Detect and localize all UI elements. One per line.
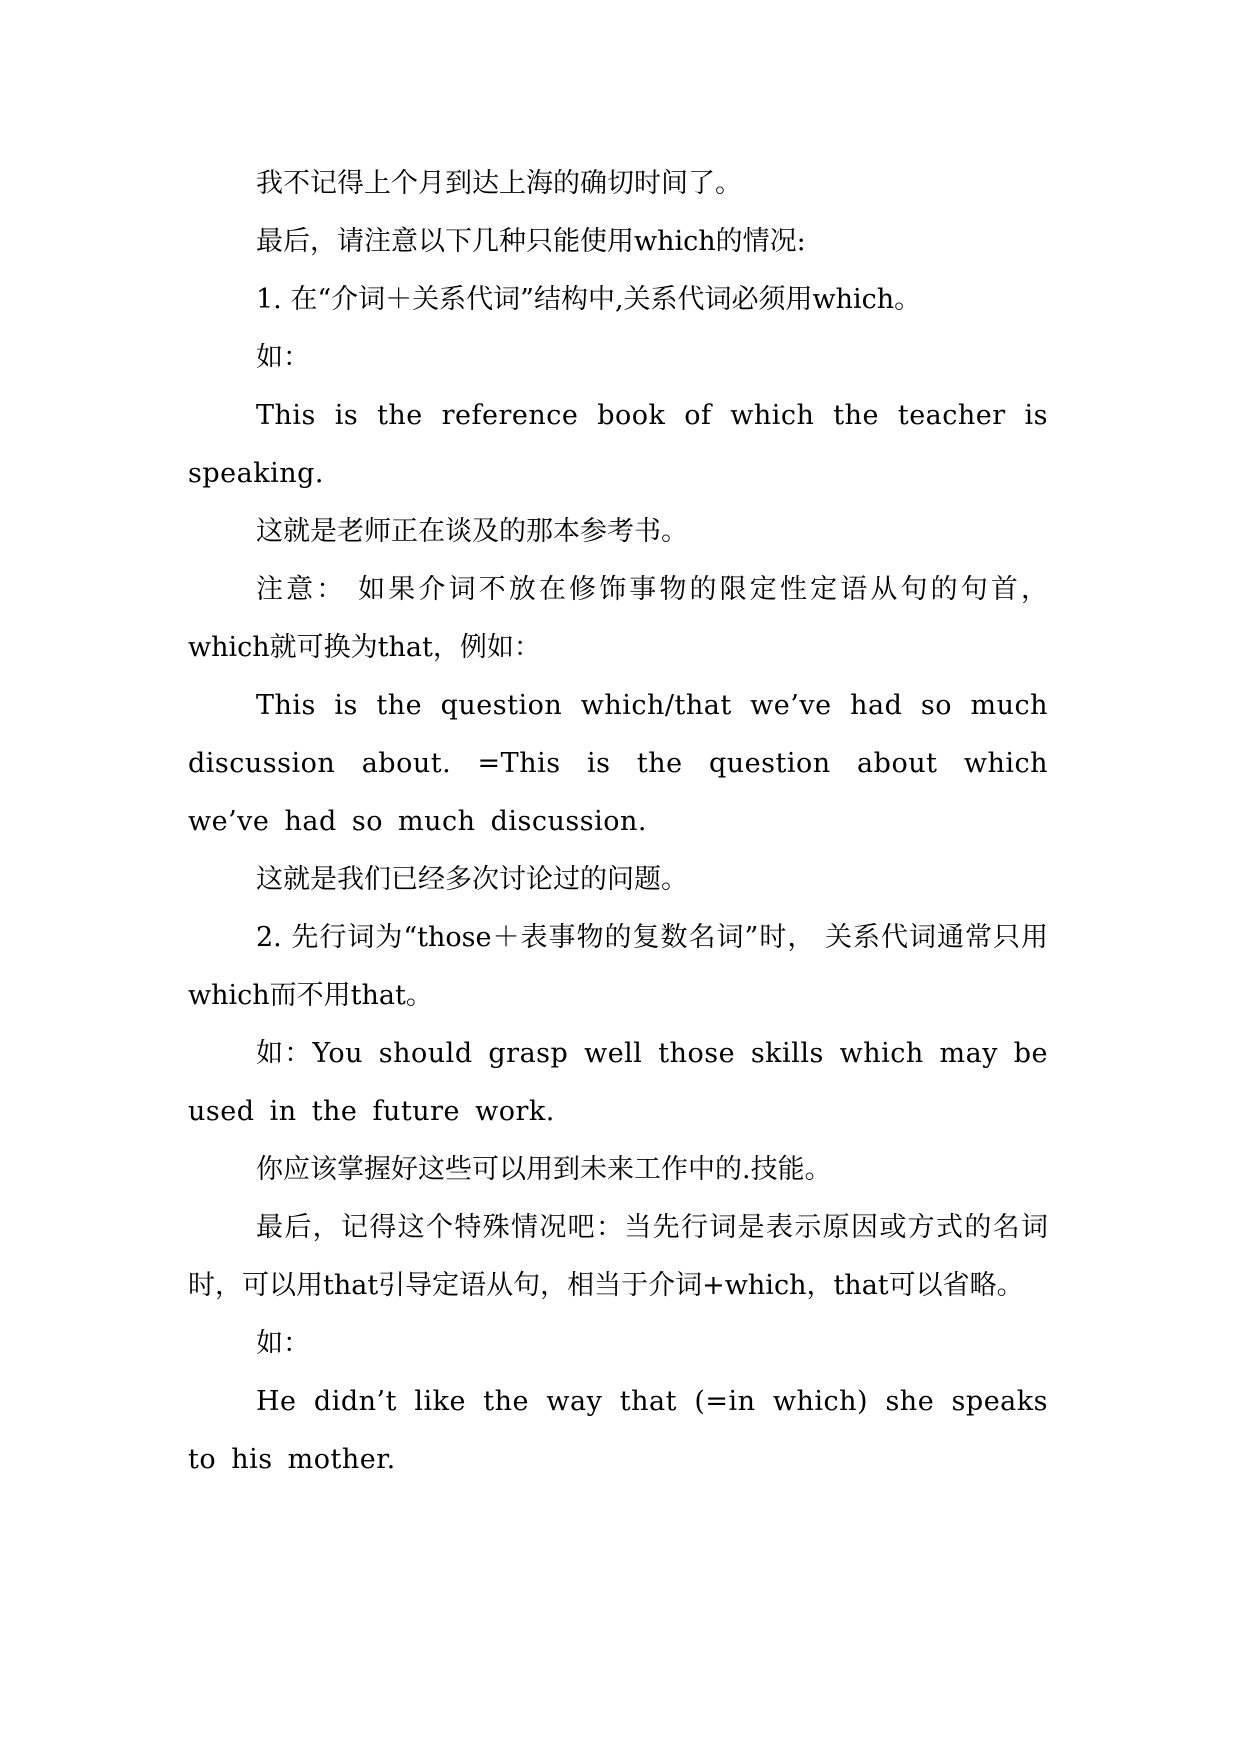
paragraph-4: 如：	[256, 342, 310, 373]
paragraph-3: 1. 在“介词＋关系代词”结构中,关系代词必须用which。	[256, 284, 922, 315]
paragraph-11: 如：You should grasp well those skills which may be used in the future work.	[188, 1038, 1048, 1127]
paragraph-13: 最后，记得这个特殊情况吧：当先行词是表示原因或方式的名词时，可以用that引导定语从句，相当于介词+which，that可以省略。	[188, 1212, 1048, 1301]
paragraph-1: 我不记得上个月到达上海的确切时间了。	[256, 168, 742, 199]
paragraph-9: 这就是我们已经多次讨论过的问题。	[256, 864, 688, 895]
paragraph-6: 这就是老师正在谈及的那本参考书。	[256, 516, 688, 547]
paragraph-10: 2. 先行词为“those＋表事物的复数名词”时， 关系代词通常只用which而不用that。	[188, 922, 1048, 1011]
paragraph-14: 如：	[256, 1328, 310, 1359]
paragraph-7: 注意： 如果介词不放在修饰事物的限定性定语从句的句首， which就可换为that，例如：	[188, 574, 1048, 663]
paragraph-12: 你应该掌握好这些可以用到未来工作中的.技能。	[256, 1154, 832, 1185]
document-body	[188, 155, 1048, 1489]
paragraph-8: This is the question which/that we’ve had so much discussion about. =This is the question about which we’ve had so much discussion.	[188, 690, 1048, 837]
paragraph-15: He didn’t like the way that (=in which) she speaks to his mother.	[188, 1386, 1048, 1475]
paragraph-2: 最后，请注意以下几种只能使用which的情况:	[256, 226, 806, 257]
paragraph-5: This is the reference book of which the teacher is speaking.	[188, 400, 1048, 489]
